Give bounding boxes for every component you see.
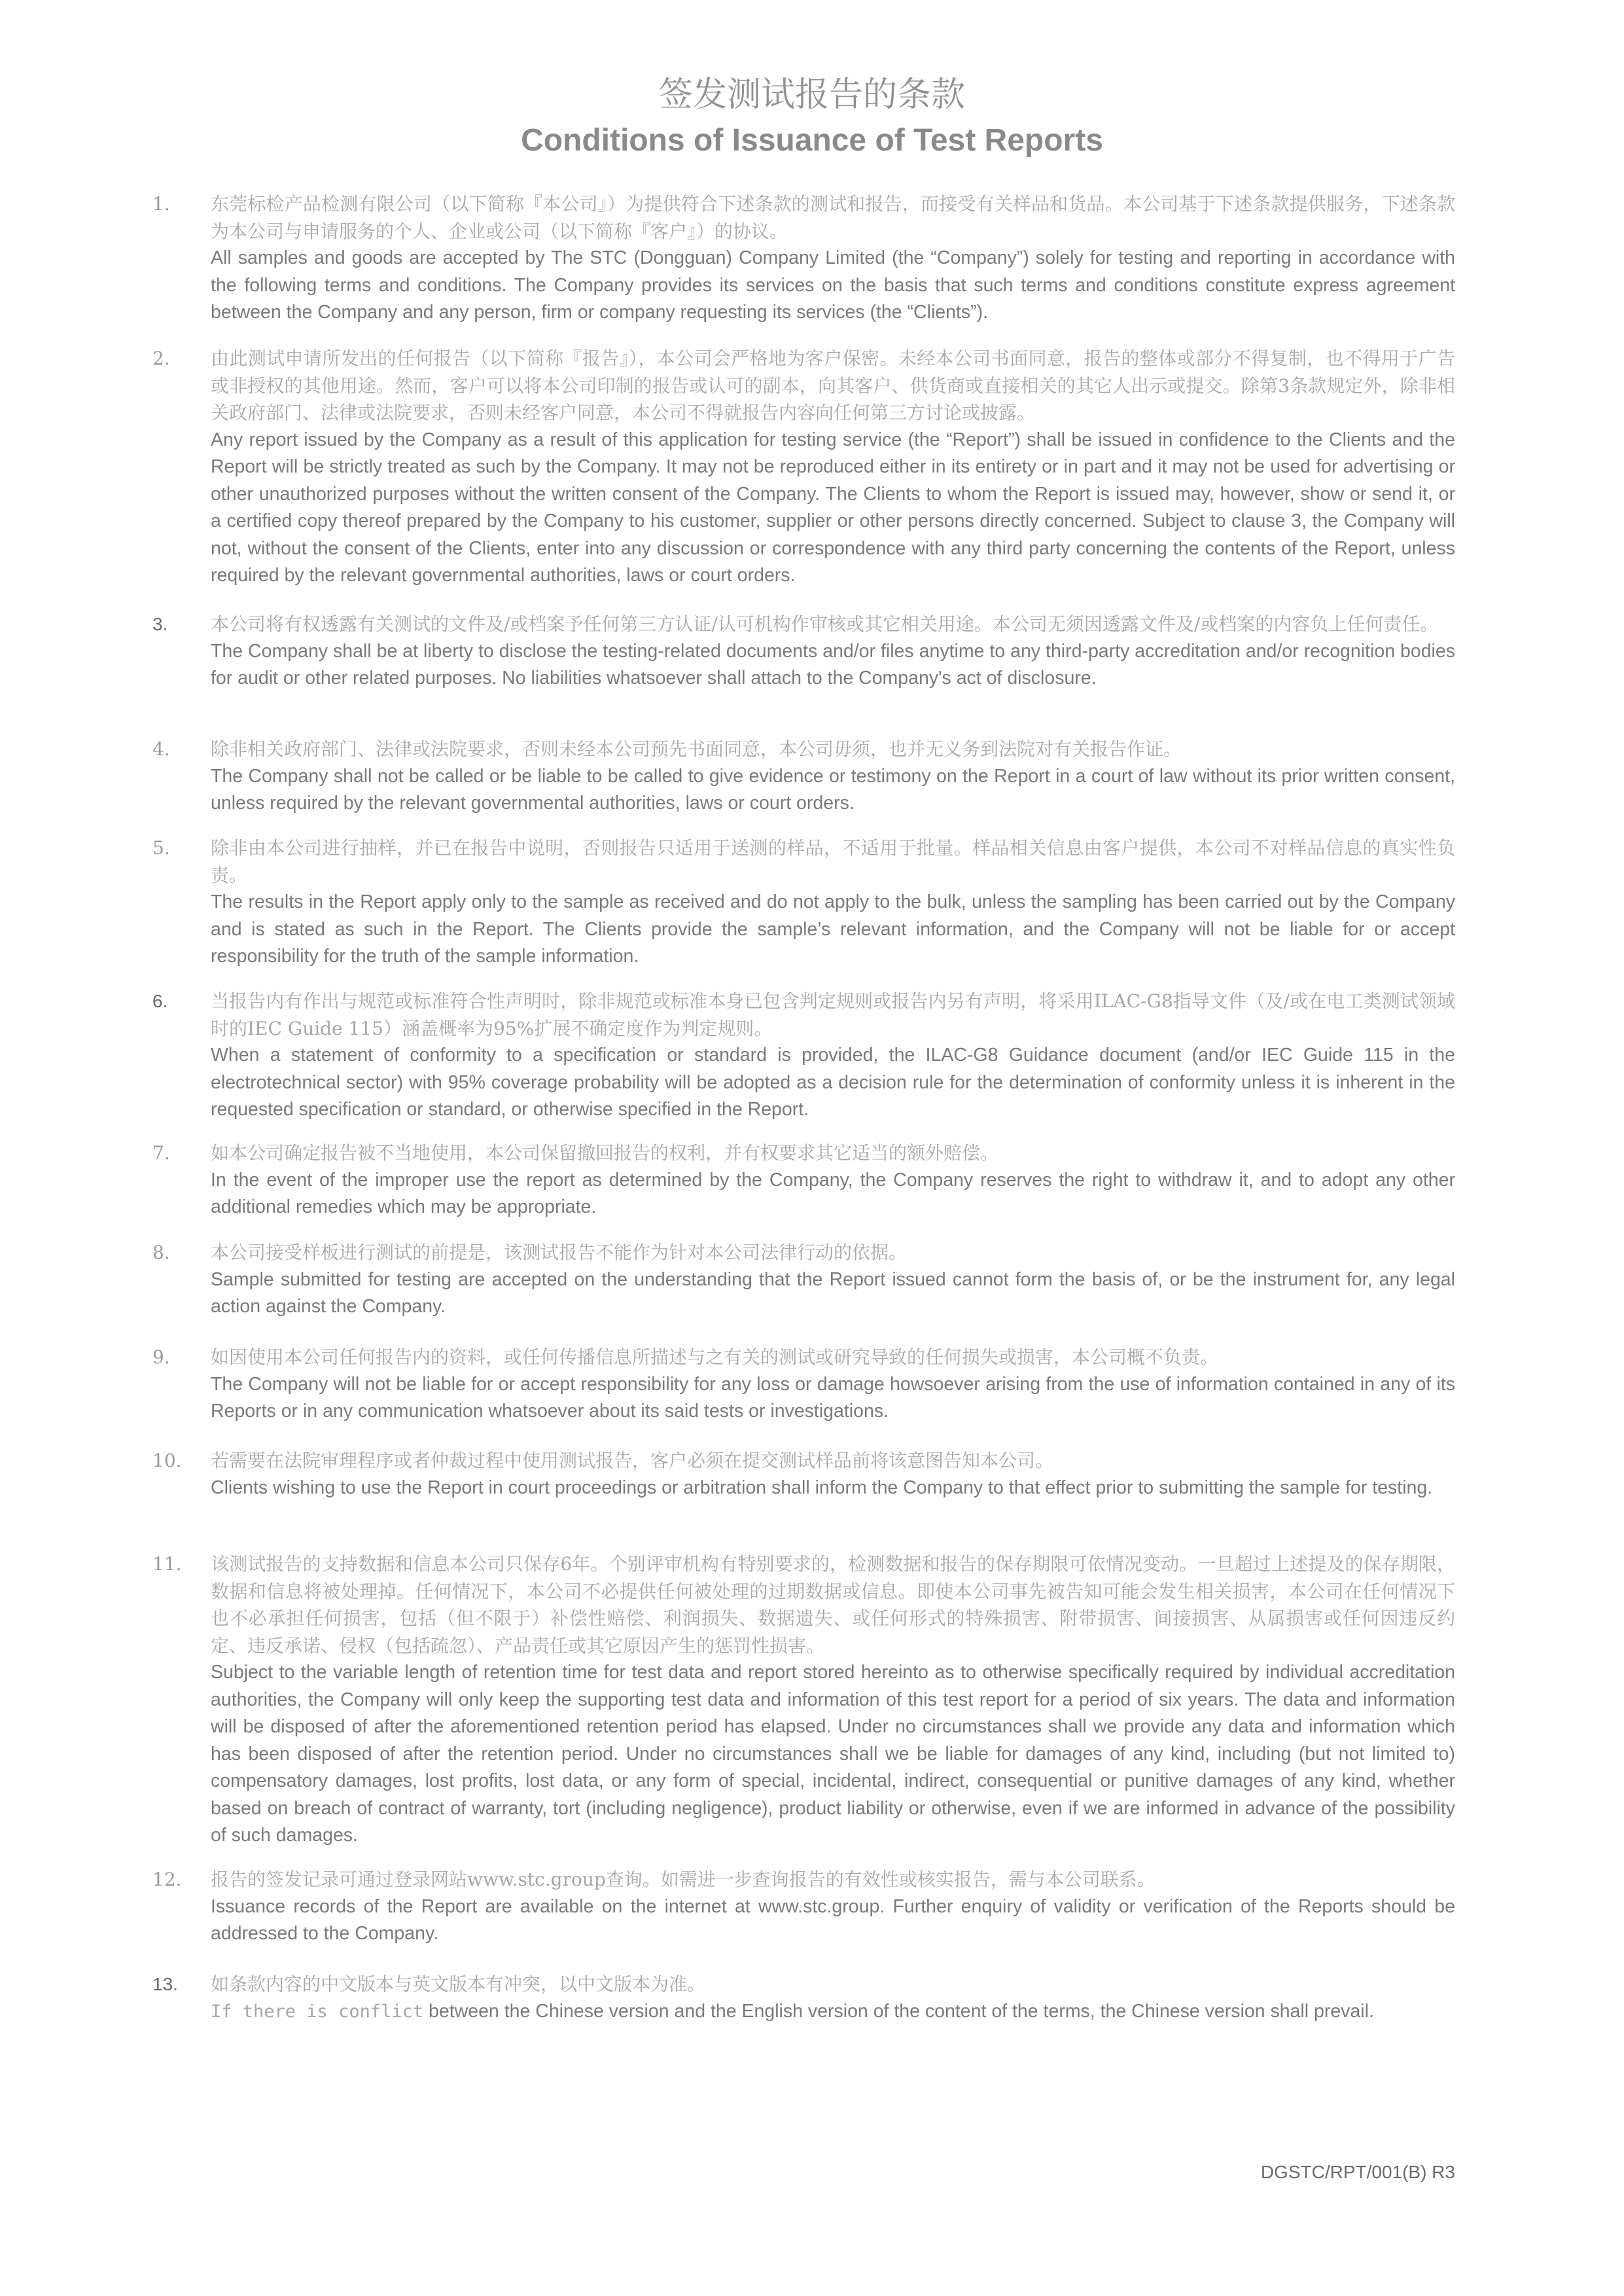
- clause-text-english: [211, 1998, 1455, 2026]
- clause-number: 11.: [152, 1553, 182, 1575]
- clause-number: 3.: [152, 614, 168, 634]
- clause-number: 9.: [152, 1346, 170, 1368]
- clause-text-english: In the event of the improper use the report as determined by the Company, the Company reserves the right to withdraw it, and to adopt any other additional remedies which may be appropriate.: [211, 1169, 1455, 1217]
- clause-number: 7.: [152, 1142, 170, 1164]
- clause-text-chinese: 当报告内有作出与规范或标准符合性声明时，除非规范或标准本身已包含判定规则或报告内另有声明，将采用ILAC-G8指导文件（及/或在电工类测试领域时的IEC Guide 115）涵盖概率为95%扩展不确定度作为判定规则。: [211, 990, 1455, 1039]
- clause-number: 6.: [152, 991, 168, 1011]
- clause-text-english-rest: between the Chinese version and the English version of the content of the terms, the Chinese version shall prevail.: [423, 2000, 1374, 2022]
- clause-number: 8.: [152, 1242, 170, 1263]
- clause-text-english: Subject to the variable length of retention time for test data and report stored hereinto as to otherwise specifically required by individual accreditation authorities, the Company will only keep the supporting test data and information of this test report for a period of six years. The data and information will be disposed of after the aforementioned retention period has elapsed. Under no circumstances shall we provide any data and information which has been disposed of after the retention period. Under no circumstances shall we be liable for damages of any kind, including (but not limited to) compensatory damages, lost profits, lost data, or any form of special, incidental, indirect, consequential or punitive damages of any kind, whether based on breach of contract of warranty, tort (including negligence), product liability or otherwise, even if we are informed in advance of the possibility of such damages.: [211, 1662, 1455, 1846]
- clause-number: 4.: [152, 738, 170, 760]
- clause-text-english: Any report issued by the Company as a result of this application for testing service (the “Report”) shall be issued in confidence to the Clients and the Report will be strictly treated as such by the Company. It may not be reproduced either in its entirety or in part and it may not be used for advertising or other unauthorized purposes without the written consent of the Company. The Clients to whom the Report is issued may, however, show or send it, or a certified copy thereof prepared by the Company to his customer, supplier or other persons directly concerned. Subject to clause 3, the Company will not, without the consent of the Clients, enter into any discussion or correspondence with any third party concerning the contents of the Report, unless required by the relevant governmental authorities, laws or court orders.: [211, 429, 1455, 586]
- clause-text-chinese: 本公司将有权透露有关测试的文件及/或档案予任何第三方认证/认可机构作审核或其它相关用途。本公司无须因透露文件及/或档案的内容负上任何责任。: [211, 613, 1439, 635]
- clause-number: 13.: [152, 1974, 178, 1994]
- clause-text-english: The results in the Report apply only to the sample as received and do not apply to the bulk, unless the sampling has been carried out by the Company and is stated as such in the Report. The Clients provide the sample’s relevant information, and the Company will not be liable for or accept responsibility for the truth of the sample information.: [211, 891, 1455, 967]
- clause-text-chinese: 除非相关政府部门、法律或法院要求，否则未经本公司预先书面同意，本公司毋须，也并无义务到法院对有关报告作证。: [211, 738, 1182, 760]
- clause-text-english: The Company shall be at liberty to disclose the testing-related documents and/or files anytime to any third-party accreditation and/or recognition bodies for audit or other related purposes. No liabilities whatsoever shall attach to the Company's act of disclosure.: [211, 640, 1455, 689]
- clause-text-english: Sample submitted for testing are accepted on the understanding that the Report issued cannot form the basis of, or be the instrument for, any legal action against the Company.: [211, 1268, 1455, 1317]
- clause-text-chinese: 该测试报告的支持数据和信息本公司只保存6年。个别评审机构有特别要求的，检测数据和报告的保存期限可依情况变动。一旦超过上述提及的保存期限，数据和信息将被处理掉。任何情况下，本公司不必提供任何被处理的过期数据或信息。即使本公司事先被告知可能会发生相关损害，本公司在任何情况下也不必承担任何损害，包括（但不限于）补偿性赔偿、利润损失、数据遗失、或任何形式的特殊损害、附带损害、间接损害、从属损害或任何因违反约定、违反承诺、侵权（包括疏忽）、产品责任或其它原因产生的惩罚性损害。: [211, 1553, 1455, 1657]
- clause-text-chinese: 除非由本公司进行抽样，并已在报告中说明，否则报告只适用于送测的样品，不适用于批量。样品相关信息由客户提供，本公司不对样品信息的真实性负责。: [211, 837, 1455, 886]
- clause-text-english: Clients wishing to use the Report in court proceedings or arbitration shall inform the Company to that effect prior to submitting the sample for testing.: [211, 1477, 1433, 1498]
- clause-number: 10.: [152, 1450, 182, 1471]
- document-code: DGSTC/RPT/001(B) R3: [1260, 2162, 1455, 2182]
- clause-text-chinese: 若需要在法院审理程序或者仲裁过程中使用测试报告，客户必须在提交测试样品前将该意图告知本公司。: [211, 1450, 1054, 1471]
- clause-text-english: Issuance records of the Report are available on the internet at www.stc.group. Further enquiry of validity or verification of the Reports should be addressed to the Company.: [211, 1895, 1455, 1944]
- clause-text-english: The Company will not be liable for or accept responsibility for any loss or damage howsoever arising from the use of information contained in any of its Reports or in any communication whatsoever about its said tests or investigations.: [211, 1373, 1455, 1422]
- clause-text-chinese: 东莞标检产品检测有限公司（以下简称『本公司』）为提供符合下述条款的测试和报告，而接受有关样品和货品。本公司基于下述条款提供服务，下述条款为本公司与申请服务的个人、企业或公司（以下简称『客户』）的协议。: [211, 193, 1455, 242]
- page-title-english: Conditions of Issuance of Test Reports: [521, 123, 1103, 158]
- clause-text-chinese: 本公司接受样板进行测试的前提是，该测试报告不能作为针对本公司法律行动的依据。: [211, 1242, 908, 1263]
- clause-number: 2.: [152, 348, 170, 369]
- clause-text-english: All samples and goods are accepted by The STC (Dongguan) Company Limited (the “Company”) solely for testing and reporting in accordance with the following terms and conditions. The Company provides its services on the basis that such terms and conditions constitute express agreement between the Company and any person, firm or company requesting its services (the “Clients”).: [211, 247, 1455, 323]
- clause-text-chinese: 报告的签发记录可通过登录网站www.stc.group查询。如需进一步查询报告的有效性或核实报告，需与本公司联系。: [211, 1869, 1156, 1890]
- clause-text-chinese: 如条款内容的中文版本与英文版本有冲突，以中文版本为准。: [211, 1973, 706, 1995]
- clause-text-chinese: 如本公司确定报告被不当地使用，本公司保留撤回报告的权利，并有权要求其它适当的额外赔偿。: [211, 1142, 999, 1164]
- clause-text-chinese: 由此测试申请所发出的任何报告（以下简称『报告』），本公司会严格地为客户保密。未经本公司书面同意，报告的整体或部分不得复制，也不得用于广告或非授权的其他用途。然而，客户可以将本公司印制的报告或认可的副本，向其客户、供货商或直接相关的其它人出示或提交。除第3条款规定外，除非相关政府部门、法律或法院要求，否则未经客户同意，本公司不得就报告内容向任何第三方讨论或披露。: [211, 348, 1455, 423]
- clause-text-english: The Company shall not be called or be liable to be called to give evidence or testimony on the Report in a court of law without its prior written consent, unless required by the relevant governmental authorities, laws or court orders.: [211, 765, 1455, 814]
- clause-text-chinese: 如因使用本公司任何报告内的资料，或任何传播信息所描述与之有关的测试或研究导致的任何损失或损害，本公司概不负责。: [211, 1346, 1219, 1368]
- clause-number: 5.: [152, 837, 170, 859]
- page-title-chinese: 签发测试报告的条款: [658, 75, 965, 115]
- clause-text-english-prefix: If there is conflict: [211, 2001, 424, 2022]
- clause-number: 12.: [152, 1869, 182, 1890]
- clause-text-english: When a statement of conformity to a specification or standard is provided, the ILAC-G8 Guidance document (and/or IEC Guide 115 in the electrotechnical sector) with 95% coverage probability will be adopted as a decision rule for the determination of conformity unless it is inherent in the requested specification or standard, or otherwise specified in the Report.: [211, 1045, 1455, 1120]
- clause-number: 1.: [152, 193, 170, 215]
